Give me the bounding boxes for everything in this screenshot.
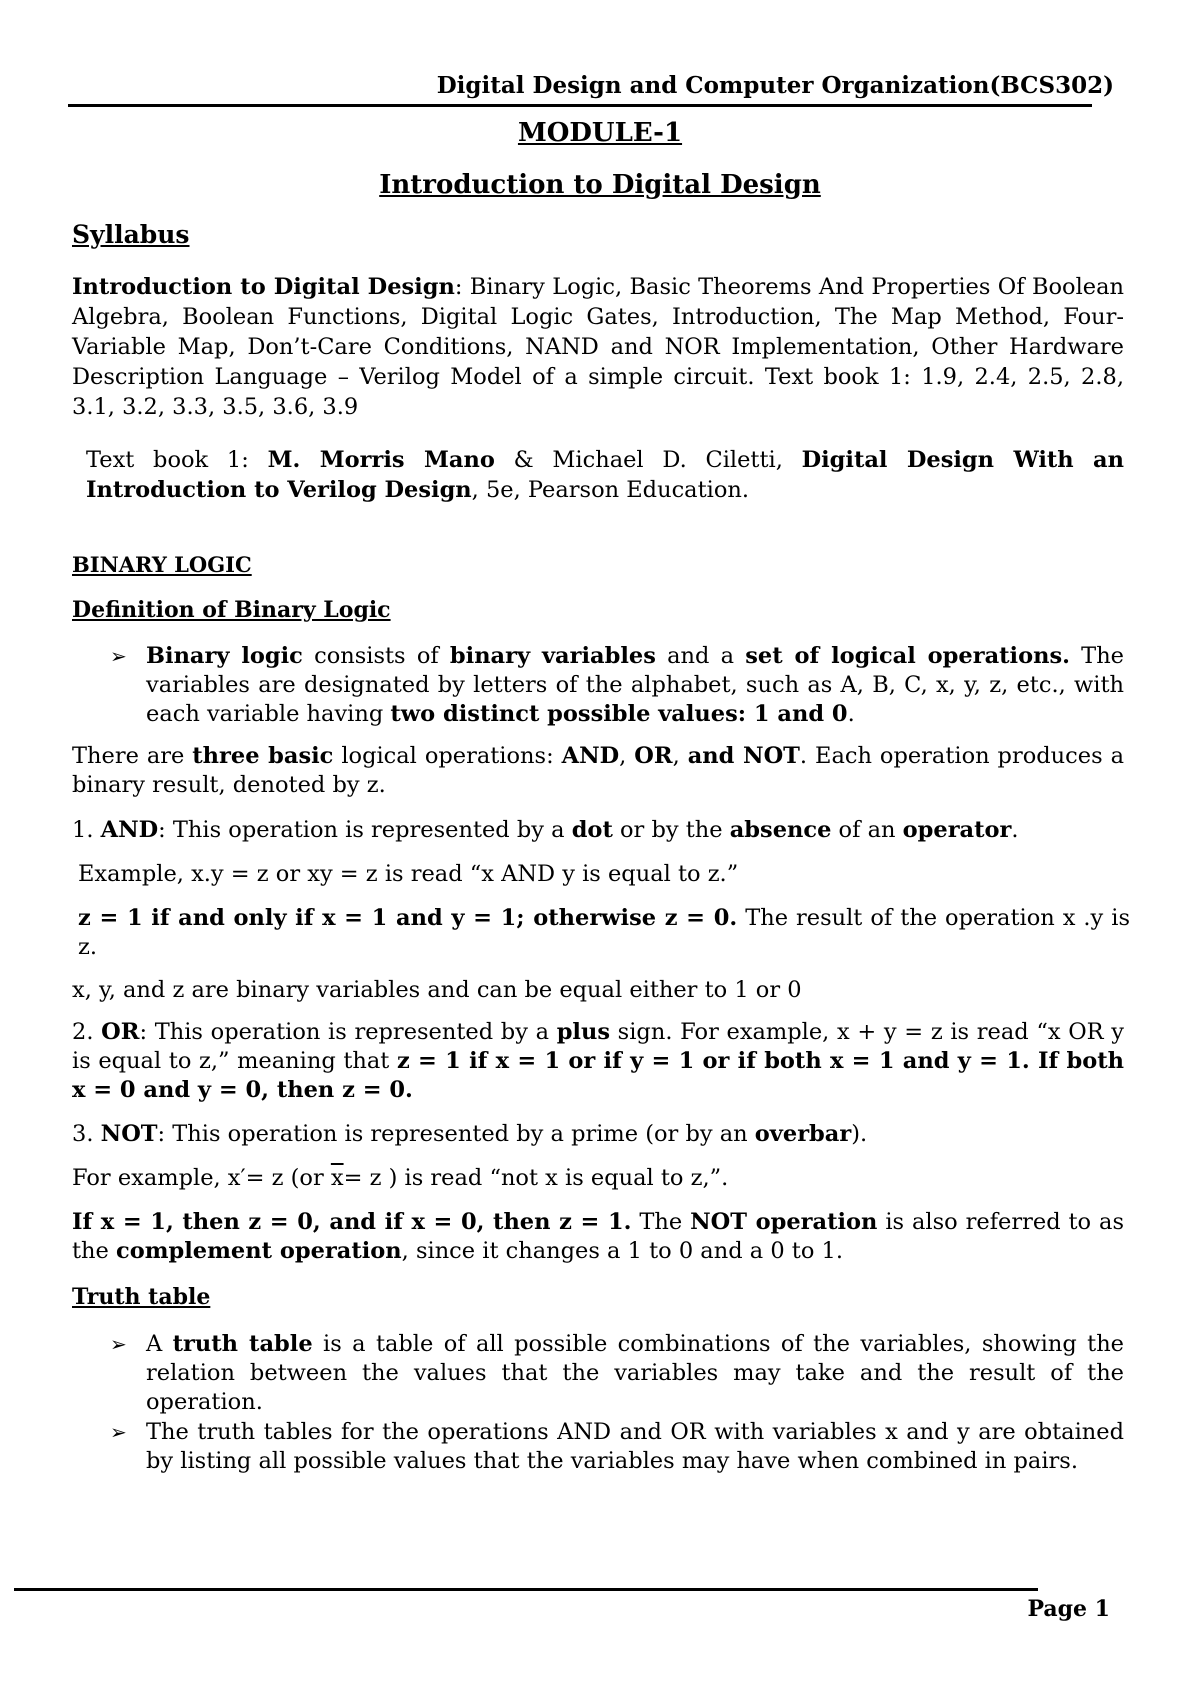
binary-logic-heading: BINARY LOGIC (72, 552, 252, 577)
textbook-author: M. Morris Mano (267, 447, 495, 473)
textbook-prefix: Text book 1: (86, 447, 268, 473)
textbook-coauthor: & Michael D. Ciletti, (494, 447, 802, 473)
arrow-bullet-icon: ➢ (110, 1332, 127, 1356)
truth-table-heading: Truth table (72, 1284, 211, 1310)
header-rule (68, 104, 1092, 107)
page-number: Page 1 (1027, 1596, 1110, 1622)
arrow-bullet-icon: ➢ (110, 1420, 127, 1444)
not-rule: If x = 1, then z = 0, and if x = 0, then z = 1. The NOT operation is also referred to as the complement operation, since it changes a 1 to 0 and a 0 to 1. (72, 1209, 1124, 1264)
and-operation: 1. AND: This operation is represented by a dot or by the absence of an operator. (72, 817, 1019, 843)
syllabus-body: : Binary Logic, Basic Theorems And Properties Of Boolean Algebra, Boolean Functions, Digital Logic Gates, Introduction, The Map Method, Four-Variable Map, Don’t-Care Conditions, NAND and NOR Implementation, Other Hardware Description Language – Verilog Model of a simple circuit. Text book 1: 1.9, 2.4, 2.5, 2.8, 3.1, 3.2, 3.3, 3.5, 3.6, 3.9 (72, 274, 1124, 420)
three-operations-paragraph: There are three basic logical operations: AND, OR, and NOT. Each operation produces a binary result, denoted by z. (72, 743, 1124, 798)
not-example: For example, x′= z (or $\overline{x}= z$ ) is read “not x is equal to z,”. (72, 1165, 729, 1191)
binary-variables-note: x, y, and z are binary variables and can be equal either to 1 or 0 (72, 977, 802, 1003)
and-rule: z = 1 if and only if x = 1 and y = 1; otherwise z = 0. The result of the operation x .y is z. (78, 905, 1130, 960)
definition-heading: Definition of Binary Logic (72, 597, 391, 623)
bullet-text: The truth tables for the operations AND and OR with variables x and y are obtained by listing all possible values that the variables may have when combined in pairs. (146, 1419, 1124, 1474)
list-item (110, 1330, 1124, 1417)
page-title: Introduction to Digital Design (379, 170, 821, 200)
syllabus-lead: Introduction to Digital Design (72, 274, 455, 300)
arrow-bullet-icon: ➢ (110, 644, 127, 668)
textbook-reference (86, 445, 1124, 505)
not-operation: 3. NOT: This operation is represented by a prime (or by an overbar). (72, 1121, 868, 1147)
module-title: MODULE-1 (517, 118, 683, 148)
or-operation: 2. OR: This operation is represented by a plus sign. For example, x + y = z is read “x OR y is equal to z,” meaning that z = 1 if x = 1 or if y = 1 or if both x = 1 and y = 1. If both x = 0 and y = 0, then z = 0. (72, 1019, 1124, 1103)
bullet-text: Binary logic consists of binary variables and a set of logical operations. The variables are designated by letters of the alphabet, such as A, B, C, x, y, z, etc., with each variable having two distinct possible values: 1 and 0. (146, 643, 1124, 727)
course-header: Digital Design and Computer Organization(BCS302) (436, 72, 1114, 99)
syllabus-heading: Syllabus (72, 220, 190, 249)
list-item (110, 642, 1124, 729)
x-overbar: $\overline{x}$ (330, 1165, 344, 1191)
syllabus-paragraph (72, 272, 1124, 422)
textbook-edition: , 5e, Pearson Education. (471, 477, 750, 503)
textbook-title: Digital Design With an Introduction to Verilog Design (86, 447, 1124, 503)
list-item (110, 1418, 1124, 1476)
and-example: Example, x.y = z or xy = z is read “x AND y is equal to z.” (78, 861, 739, 887)
bullet-text: A truth table is a table of all possible combinations of the variables, showing the relation between the values that the variables may take and the result of the operation. (146, 1331, 1125, 1415)
footer-rule (14, 1588, 1038, 1591)
